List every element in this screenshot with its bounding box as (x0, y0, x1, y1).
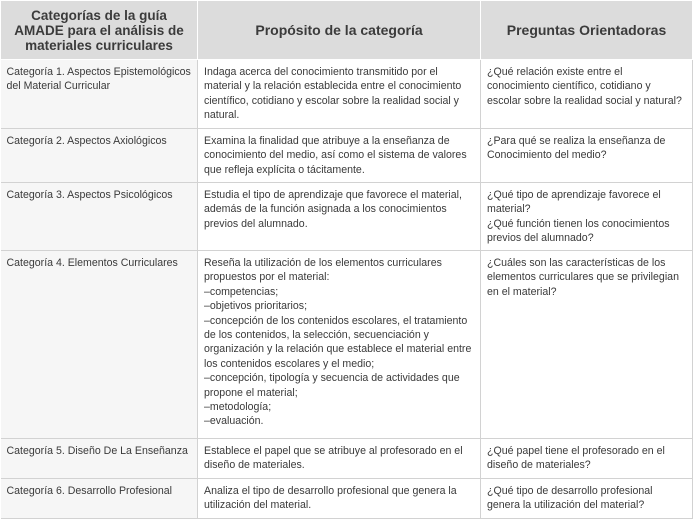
category-cell: Categoría 2. Aspectos Axiológicos (1, 129, 198, 183)
category-cell: Categoría 3. Aspectos Psicológicos (1, 183, 198, 251)
table-row (1, 479, 693, 519)
purpose-cell: Examina la finalidad que atribuye a la enseñanza de conocimiento del medio, así como el sistema de valores que refleja explícita o tácitamente. (198, 129, 481, 183)
purpose-cell: Analiza el tipo de desarrollo profesional que genera la utilización del material. (198, 479, 481, 519)
category-cell: Categoría 4. Elementos Curriculares (1, 251, 198, 439)
header-categories: Categorías de la guía AMADE para el análisis de materiales curriculares (1, 1, 198, 60)
category-cell: Categoría 1. Aspectos Epistemológicos del Material Curricular (1, 60, 198, 129)
header-questions: Preguntas Orientadoras (481, 1, 693, 60)
header-row (1, 1, 693, 60)
question-line: ¿Qué tipo de aprendizaje favorece el material? (487, 189, 661, 216)
category-cell: Categoría 6. Desarrollo Profesional (1, 479, 198, 519)
category-cell: Categoría 5. Diseño De La Enseñanza (1, 439, 198, 479)
table-row (1, 60, 693, 129)
questions-cell: ¿Cuáles son las características de los elementos curriculares que se privilegian en el material? (481, 251, 693, 439)
purpose-line: –concepción, tipología y secuencia de actividades que propone el material; (204, 372, 460, 399)
questions-cell: ¿Qué papel tiene el profesorado en el diseño de materiales? (481, 439, 693, 479)
purpose-cell (198, 251, 481, 439)
questions-cell: ¿Qué tipo de desarrollo profesional genera la utilización del material? (481, 479, 693, 519)
purpose-line: –competencias; (204, 285, 279, 298)
purpose-cell: Estudia el tipo de aprendizaje que favorece el material, además de la función asignada a los conocimientos previos del alumnado. (198, 183, 481, 251)
purpose-line: –objetivos prioritarios; (204, 300, 308, 313)
table-row (1, 129, 693, 183)
questions-cell: ¿Qué relación existe entre el conocimiento científico, cotidiano y escolar sobre la realidad social y natural? (481, 60, 693, 129)
table-row (1, 439, 693, 479)
question-line: ¿Qué función tienen los conocimientos previos del alumnado? (487, 217, 670, 245)
table-row (1, 251, 693, 439)
purpose-line: –metodología; (204, 401, 272, 414)
header-purpose: Propósito de la categoría (198, 1, 481, 60)
table-row (1, 183, 693, 251)
questions-cell: ¿Para qué se realiza la enseñanza de Conocimiento del medio? (481, 129, 693, 183)
questions-cell (481, 183, 693, 251)
purpose-line: Reseña la utilización de los elementos curriculares propuestos por el material: (204, 257, 442, 284)
purpose-cell: Indaga acerca del conocimiento transmitido por el material y la relación establecida entre el conocimiento científico, cotidiano y escolar sobre la realidad social y natural. (198, 60, 481, 129)
purpose-cell: Establece el papel que se atribuye al profesorado en el diseño de materiales. (198, 439, 481, 479)
purpose-line: –concepción de los contenidos escolares, el tratamiento de los contenidos, la selección, secuenciación y organización y la relación que establece el material entre los contenidos escolares y el medio; (204, 314, 472, 370)
purpose-line: –evaluación. (204, 415, 264, 428)
